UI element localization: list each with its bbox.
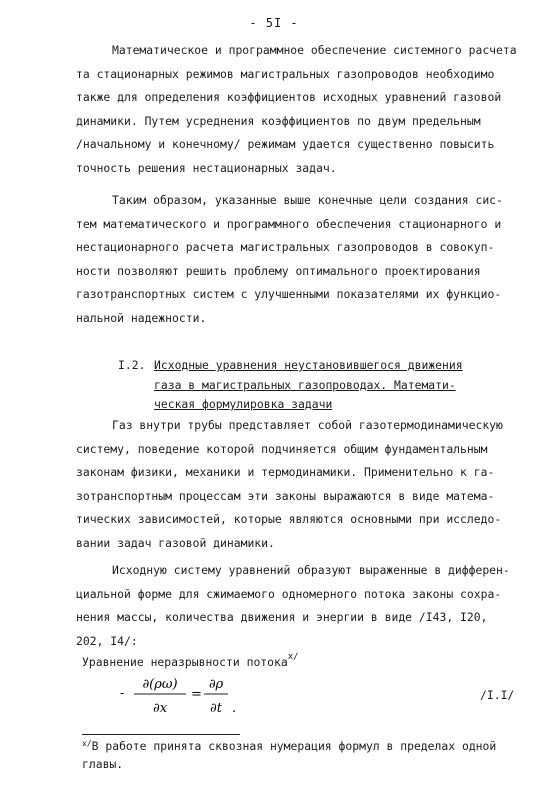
text-line: динамики. Путем усреднения коэффициентов по двум предельным	[76, 113, 481, 128]
text-line: зотранспортным процессам эти законы выражаются в виде матема-	[76, 488, 495, 503]
text-line: законам физики, механики и термодинамики. Применительно к га-	[76, 465, 495, 479]
text-line: тических зависимостей, которые являются основными при исследо-	[76, 512, 502, 526]
text-line: точность решения нестационарных задач.	[76, 160, 337, 175]
text-line: систему, поведение которой подчиняется общим фундаментальным	[76, 441, 488, 456]
text-line: нения массы, количества движения и энергии в виде /I43, I20,	[76, 610, 488, 624]
text-line: ности позволяют решить проблему оптимального проектирования	[76, 263, 481, 278]
equals-sign: =	[191, 687, 202, 702]
text-line: нестационарного расчета магистральных газопроводов в совокуп-	[76, 240, 495, 254]
equation-label	[82, 654, 299, 669]
text-line: нальной надежности.	[76, 310, 207, 325]
section-number: I.2.	[118, 358, 146, 372]
text-line: Газ внутри трубы представляет собой газотермодинамическую	[112, 418, 503, 432]
rhs-denominator: ∂t	[210, 701, 222, 716]
minus-sign: -	[120, 686, 125, 701]
footnote-line: главы.	[82, 757, 124, 771]
text-line: Исходную систему уравнений образуют выраженные в дифферен-	[112, 563, 510, 577]
text-line: Математическое и программное обеспечение системного расчета	[112, 43, 517, 57]
text-line: 202, I4/:	[76, 633, 138, 648]
footnote-reference: x/	[287, 652, 299, 662]
paragraph-1	[76, 39, 526, 180]
text-line: газотранспортных систем с улучшенными показателями их функцио-	[76, 287, 502, 301]
text-line: та стационарных режимов магистральных газопроводов необходимо	[76, 66, 495, 81]
text-line: /начальному и конечному/ режимам удается существенно повысить	[76, 137, 495, 151]
paragraph-3	[76, 414, 526, 555]
section-title	[154, 356, 538, 415]
section-heading	[118, 356, 538, 415]
text-line: тем математического и программного обеспечения стационарного и	[76, 216, 502, 231]
section-title-line: газа в магистральных газопроводах. Математи-	[154, 377, 456, 392]
continuity-equation	[120, 672, 240, 718]
section-title-line: ческая формулировка задачи	[154, 397, 333, 411]
rhs-numerator: ∂ρ	[208, 677, 224, 692]
footnote-divider	[82, 734, 240, 735]
page-number: - 5I -	[249, 16, 299, 30]
lhs-numerator: ∂(ρω)	[142, 677, 178, 692]
equation-end-period: .	[232, 701, 237, 716]
equation-number: /I.I/	[480, 688, 515, 702]
equation-label-text: Уравнение неразрывности потока	[82, 654, 288, 669]
footnote-mark: x/	[82, 739, 92, 748]
paragraph-4	[76, 559, 526, 653]
text-line: циальной форме для сжимаемого одномерного потока законы сохра-	[76, 586, 502, 601]
lhs-denominator: ∂x	[152, 701, 168, 716]
footnote	[82, 738, 532, 773]
paragraph-2	[76, 189, 526, 330]
section-title-line: Исходные уравнения неустановившегося движения	[154, 358, 463, 372]
footnote-line: В работе принята сквозная нумерация формул в пределах одной	[91, 739, 497, 753]
text-line: Таким образом, указанные выше конечные цели создания сис-	[112, 193, 503, 207]
text-line: вании задач газовой динамики.	[76, 535, 275, 550]
text-line: также для определения коэффициентов исходных уравнений газовой	[76, 90, 502, 104]
